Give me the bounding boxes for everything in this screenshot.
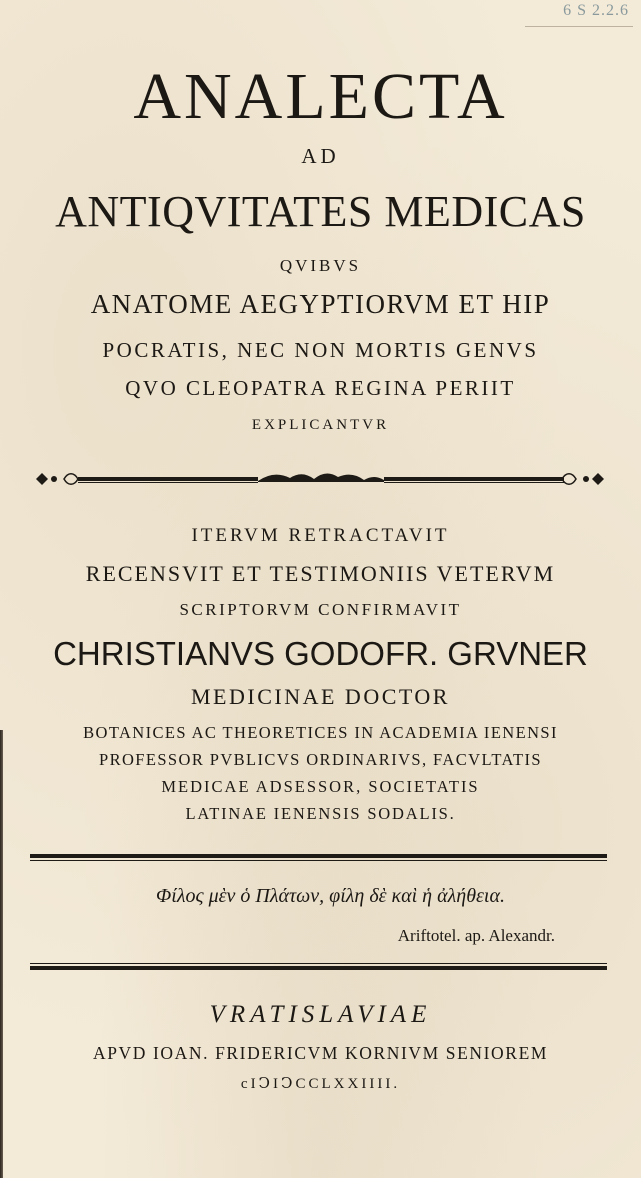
shelfmark: 6 S 2.2.6: [563, 2, 629, 19]
ornamental-rule: [34, 468, 606, 490]
epigraph-source: Ariftotel. ap. Alexandr.: [397, 926, 555, 945]
rule-top-hairline: [30, 860, 607, 861]
imprint-city: VRATISLAVIAE: [209, 1001, 432, 1028]
title-line-2: POCRATIS, NEC NON MORTIS GENVS: [102, 338, 539, 362]
binding-edge: [0, 730, 3, 1178]
author-position-3: MEDICAE ADSESSOR, SOCIETATIS: [161, 777, 480, 796]
title-ad: AD: [301, 144, 340, 168]
editor-recensvit: RECENSVIT ET TESTIMONIIS VETERVM: [85, 561, 556, 586]
rule-bottom-hairline: [30, 963, 607, 964]
editor-scriptorvm: SCRIPTORVM CONFIRMAVIT: [179, 600, 462, 619]
rule-bottom: [30, 966, 607, 970]
editor-iter: ITERVM RETRACTAVIT: [191, 525, 450, 546]
title-line-1: ANATOME AEGYPTIORVM ET HIP: [90, 289, 551, 319]
main-title: ANALECTA: [133, 60, 508, 133]
title-line-3: QVO CLEOPATRA REGINA PERIIT: [125, 376, 516, 400]
imprint-publisher: APVD IOAN. FRIDERICVM KORNIVM SENIOREM: [92, 1043, 549, 1063]
rule-top: [30, 854, 607, 858]
author-position-2: PROFESSOR PVBLICVS ORDINARIVS, FACVLTATIS: [99, 750, 542, 769]
imprint-year: cIↃIↃCCLXXIIII.: [240, 1076, 401, 1092]
author-position-4: LATINAE IENENSIS SODALIS.: [185, 804, 456, 823]
author-degree: MEDICINAE DOCTOR: [191, 684, 450, 709]
shelfmark-underline: [525, 26, 633, 27]
epigraph-greek: Φίλος μὲν ὁ Πλάτων, φίλη δὲ καὶ ἡ ἀλήθεια.: [156, 885, 505, 907]
author-position-1: BOTANICES AC THEORETICES IN ACADEMIA IENENSI: [83, 723, 558, 742]
title-line-4: EXPLICANTVR: [251, 417, 390, 433]
author-name: CHRISTIANVS GODOFR. GRVNER: [53, 635, 588, 672]
title-qvibvs: QVIBVS: [279, 256, 362, 275]
subject-title: ANTIQVITATES MEDICAS: [55, 187, 586, 236]
